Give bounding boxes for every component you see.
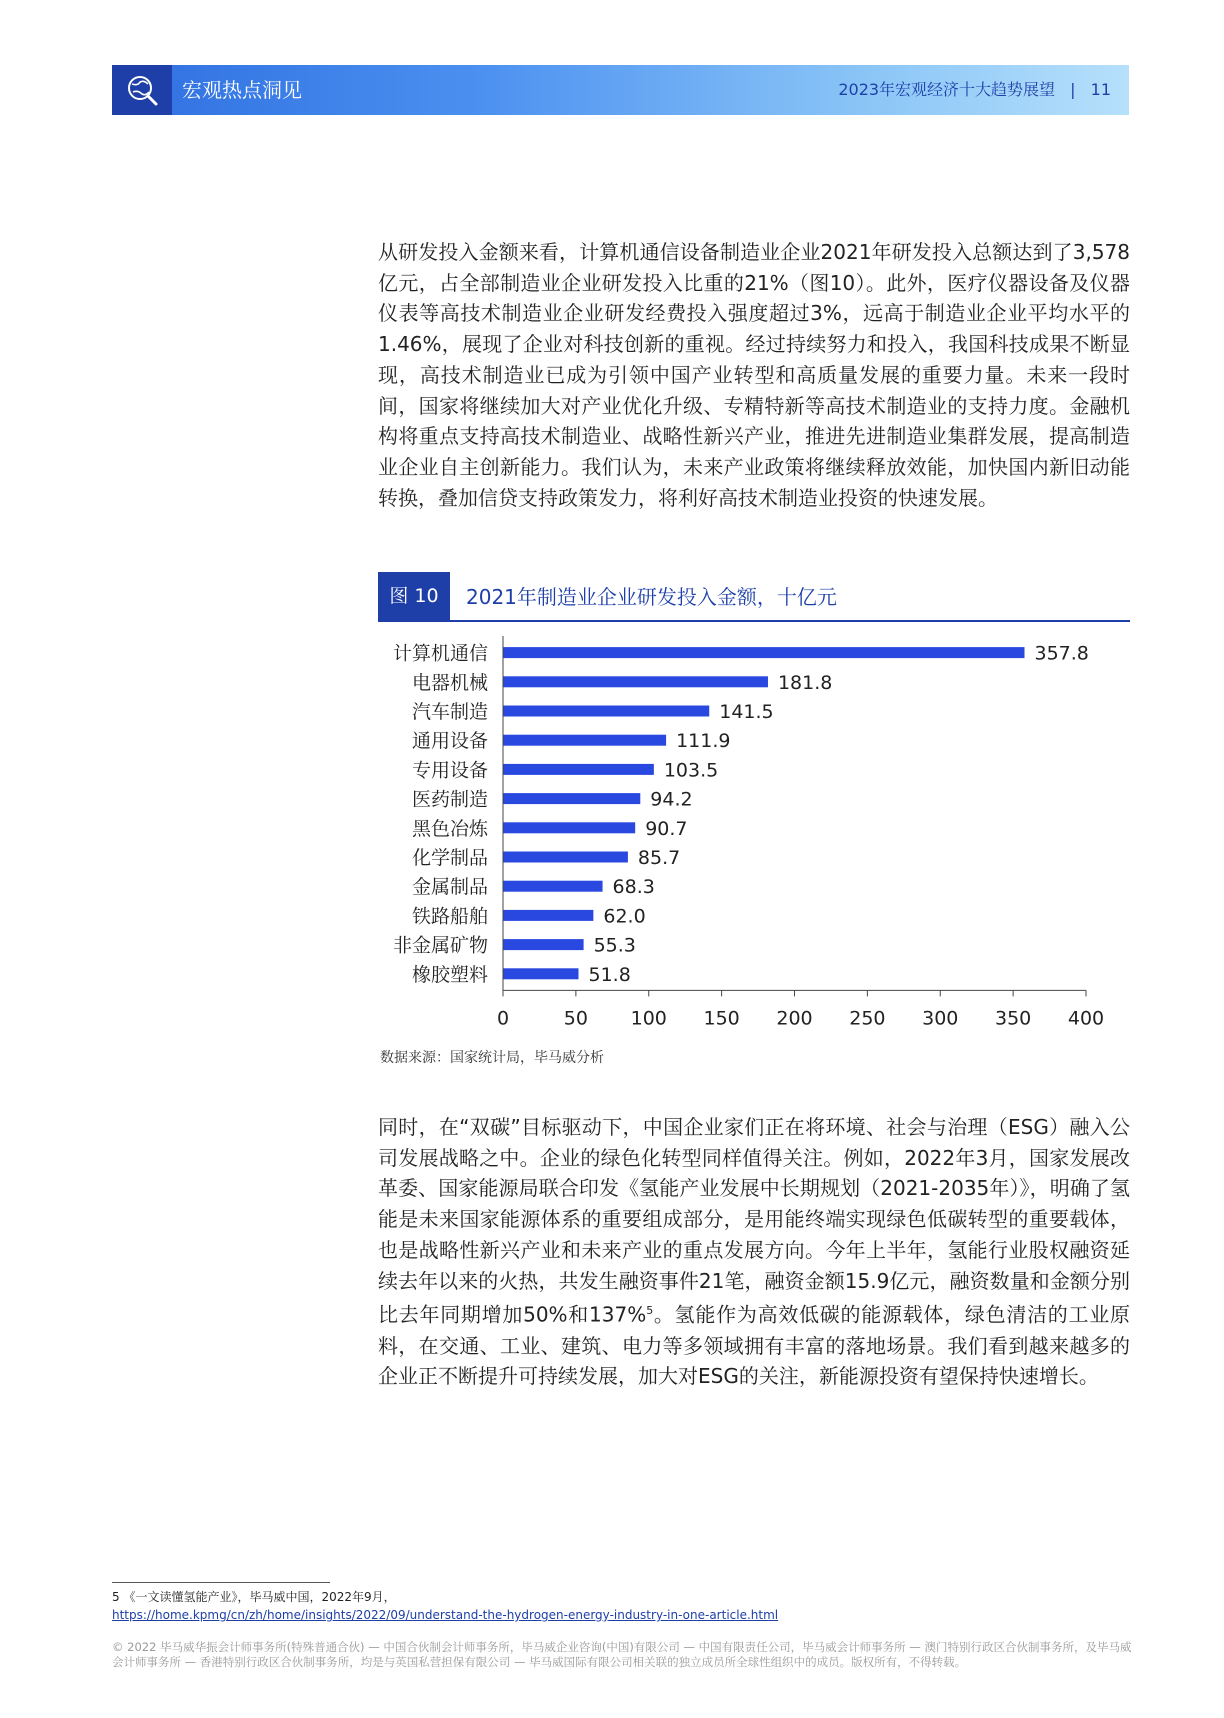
footnote-5: 5 《一文读懂氢能产业》，毕马威中国，2022年9月， [112, 1590, 396, 1604]
bar-6 [503, 793, 640, 804]
value-label: 111.9 [676, 730, 731, 753]
x-tick-label: 400 [1067, 1007, 1105, 1030]
category-label: 电器机械 [411, 671, 488, 694]
figure-header [378, 572, 1130, 622]
value-label: 55.3 [593, 934, 636, 957]
bar-9 [503, 881, 603, 892]
globe-magnifier-icon [124, 72, 160, 108]
x-tick-label: 250 [849, 1007, 886, 1030]
x-tick-label: 150 [703, 1007, 740, 1030]
bar-5 [503, 764, 654, 775]
value-label: 103.5 [663, 759, 719, 782]
category-label: 铁路船舶 [411, 905, 488, 928]
bar-12 [503, 968, 578, 979]
footnote-ref[interactable]: 5 [646, 1304, 654, 1318]
value-label: 68.3 [612, 876, 655, 899]
category-label: 非金属矿物 [392, 934, 488, 957]
x-tick-label: 300 [922, 1007, 959, 1030]
body-paragraph-1: 从研发投入金额来看，计算机通信设备制造业企业2021年研发投入总额达到了3,578亿元，占全部制造业企业研发投入比重的21%（图10）。此外，医疗仪器设备及仪器仪表等高技术制造业企业研发经费投入强度超过3%，远高于制造业企业平均水平的1.46%，展现了企业对科技创新的重视。经过持续努力和投入，我国科技成果不断显现，高技术制造业已成为引领中国产业转型和高质量发展的重要力量。未来一段时间，国家将继续加大对产业优化升级、专精特新等高技术制造业的支持力度。金融机构将重点支持高技术制造业、战略性新兴产业，推进先进制造业集群发展，提高制造业企业自主创新能力。我们认为，未来产业政策将继续释放效能，加快国内新旧动能转换，叠加信贷支持政策发力，将利好高技术制造业投资的快速发展。 [378, 240, 1130, 510]
value-label: 181.8 [777, 671, 833, 694]
report-title-page [838, 65, 1111, 115]
x-tick-label: 350 [994, 1007, 1032, 1030]
category-label: 金属制品 [411, 876, 488, 899]
bar-11 [503, 939, 584, 950]
page-number: 11 [1090, 80, 1111, 99]
bar-chart [378, 628, 1130, 1038]
value-label: 141.5 [719, 701, 774, 723]
body-paragraph-2-part-b: 。氢能作为高效低碳的能源载体，绿色清洁的工业原料，在交通、工业、建筑、电力等多领域拥有丰富的落地场景。我们看到越来越多的企业正不断提升可持续发展，加大对ESG的关注，新能源投资有望保持快速增长。 [378, 1302, 1130, 1389]
bar-1 [503, 647, 1024, 658]
category-label: 汽车制造 [411, 701, 488, 723]
bar-4 [503, 735, 666, 746]
body-paragraph-2 [378, 1112, 1130, 1392]
value-label: 85.7 [637, 847, 681, 869]
logo [112, 65, 172, 115]
footnote-5-link[interactable]: https://home.kpmg/cn/zh/home/insights/2022/09/understand-the-hydrogen-energy-industry-in-one-article.html [112, 1608, 779, 1622]
category-label: 黑色冶炼 [411, 817, 488, 840]
value-label: 357.8 [1034, 642, 1089, 665]
bar-7 [503, 822, 635, 833]
category-label: 化学制品 [411, 847, 488, 869]
bar-8 [503, 852, 628, 863]
section-title: 宏观热点洞见 [182, 78, 302, 102]
value-label: 51.8 [588, 963, 631, 986]
category-label: 橡胶塑料 [411, 963, 488, 986]
x-tick-label: 0 [496, 1007, 510, 1030]
figure-title: 2021年制造业企业研发投入金额，十亿元 [466, 585, 837, 609]
category-label: 专用设备 [411, 759, 488, 782]
copyright-notice: © 2022 毕马威华振会计师事务所(特殊普通合伙) — 中国合伙制会计师事务所，毕马威企业咨询(中国)有限公司 — 中国有限责任公司，毕马威会计师事务所 — 澳门特别行政区合伙制事务所，及毕马威会计师事务所 — 香港特别行政区合伙制事务所，均是与英国私营担保有限公司 — 毕马威国际有限公司相关联的独立成员所全球性组织中的成员。版权所有，不得转载。 [112, 1640, 1132, 1669]
body-paragraph-2-part-a: 同时，在“双碳”目标驱动下，中国企业家们正在将环境、社会与治理（ESG）融入公司发展战略之中。企业的绿色化转型同样值得关注。例如，2022年3月，国家发展改革委、国家能源局联合印发《氢能产业发展中长期规划（2021-2035年）》，明确了氢能是未来国家能源体系的重要组成部分，是用能终端实现绿色低碳转型的重要载体，也是战略性新兴产业和未来产业的重点发展方向。今年上半年，氢能行业股权融资延续去年以来的火热，共发生融资事件21笔，融资金额15.9亿元，融资数量和金额分别比去年同期增加50%和137% [378, 1115, 1130, 1327]
value-label: 62.0 [603, 905, 646, 928]
bar-2 [503, 676, 768, 687]
x-tick-label: 50 [563, 1007, 588, 1030]
category-label: 医药制造 [411, 788, 488, 811]
value-label: 94.2 [650, 788, 693, 811]
x-tick-label: 200 [776, 1007, 813, 1030]
page-header [112, 65, 1129, 115]
value-label: 90.7 [645, 817, 688, 840]
bar-3 [503, 706, 709, 717]
figure-source: 数据来源：国家统计局，毕马威分析 [380, 1050, 604, 1066]
figure-label: 图 10 [378, 572, 450, 620]
x-tick-label: 100 [630, 1007, 667, 1030]
category-label: 计算机通信 [392, 642, 488, 665]
header-separator: | [1070, 80, 1076, 99]
footnote-divider [112, 1582, 330, 1583]
bar-10 [503, 910, 593, 921]
category-label: 通用设备 [411, 730, 488, 753]
report-title: 2023年宏观经济十大趋势展望 [838, 80, 1056, 99]
